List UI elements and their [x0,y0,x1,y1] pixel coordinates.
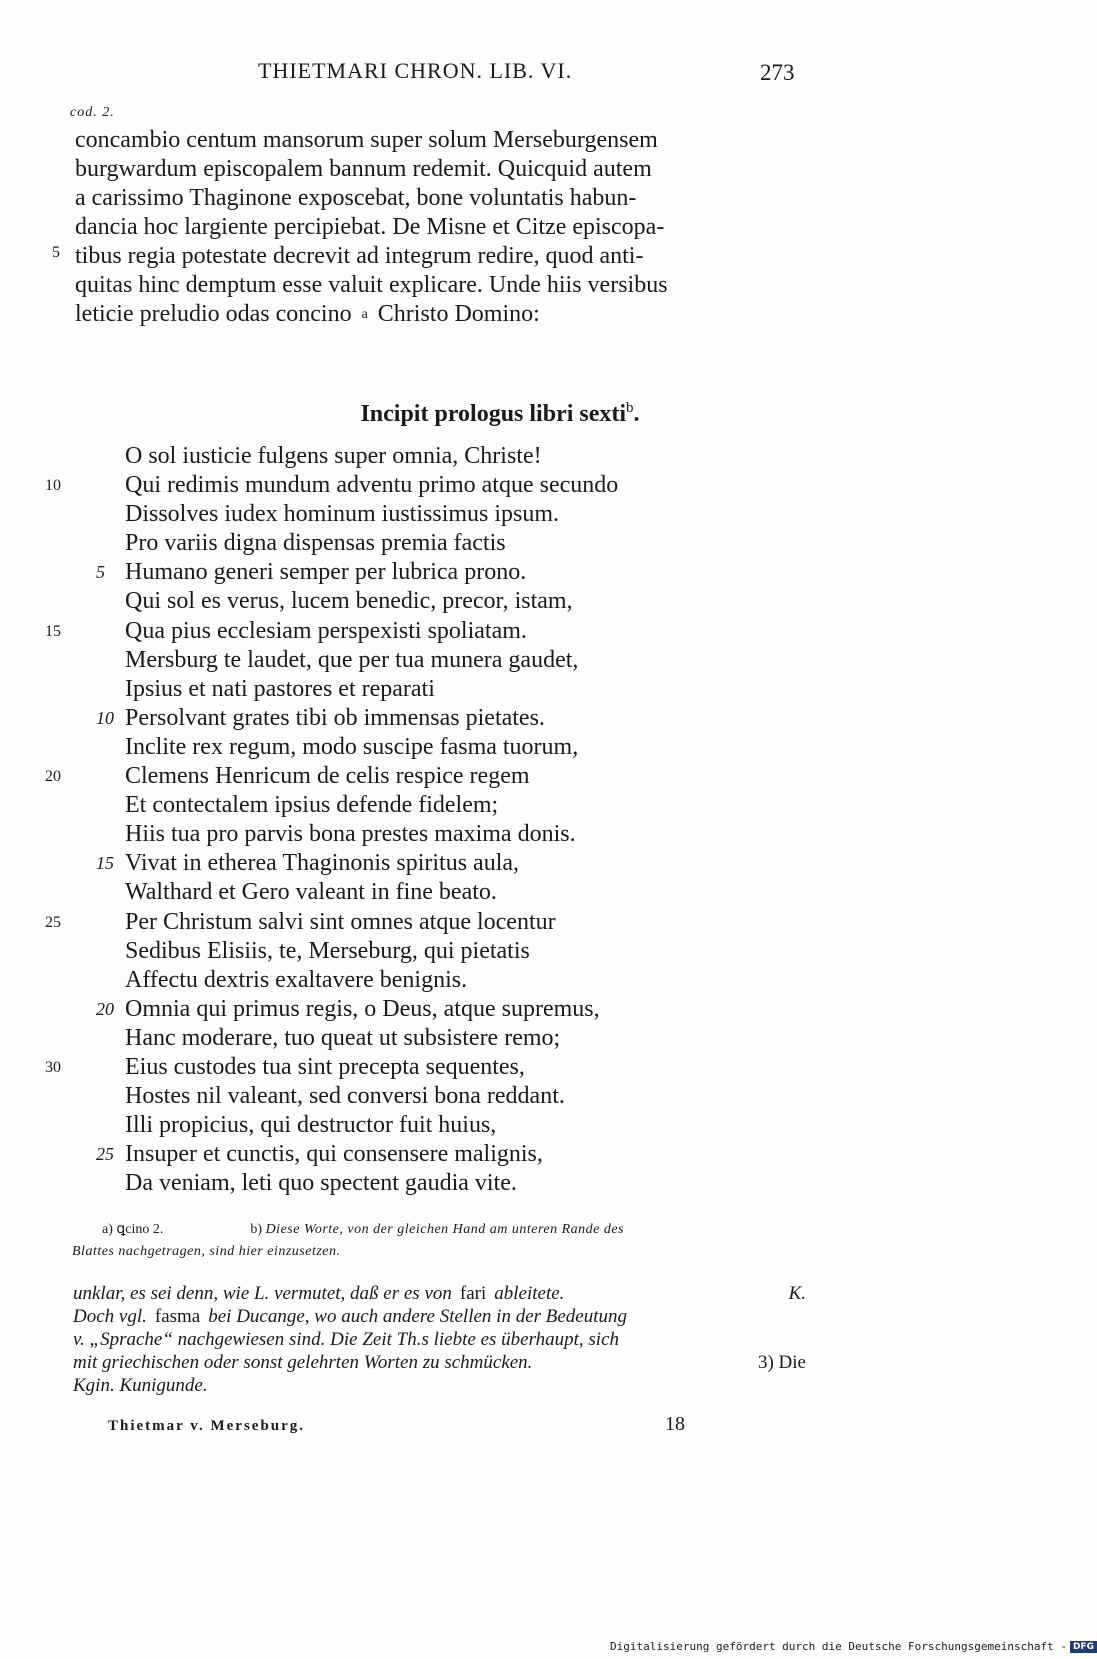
verse-text: Hanc moderare, tuo queat ut subsistere remo; [125,1024,561,1051]
prose-line: concambio centum mansorum super solum Merseburgensem [75,127,658,153]
footnote-b-continuation: Blattes nachgetragen, sind hier einzusetzen. [72,1244,341,1259]
verse-line [0,1082,1000,1111]
verse-line [0,1169,1000,1198]
verse-text: Eius custodes tua sint precepta sequentes, [125,1053,525,1080]
verse-line [0,908,1000,937]
verse-block [0,442,1000,1198]
verse-number: 20 [96,998,114,1019]
verse-text: Vivat in etherea Thaginonis spiritus aula, [125,850,520,877]
verse-line [0,1053,1000,1082]
margin-line-number: 25 [45,913,61,931]
verse-text: Persolvant grates tibi ob immensas pietates. [125,704,545,731]
dfg-credit [610,1640,1097,1653]
prologue-heading: Incipit prologus libri sexti$^b$. [360,400,640,427]
codex-reference: cod. 2. [70,105,115,120]
verse-line [0,1140,1000,1169]
footnote-a-text: ꝗcino 2. [116,1222,164,1237]
footnotes-commentary [73,1282,806,1397]
verse-number: 5 [96,562,105,583]
commentary-line: Doch vgl. fasma bei Ducange, wo auch andere Stellen in der Bedeutung [73,1306,628,1327]
footnote-marker-a: a [361,307,368,322]
verse-line [0,937,1000,966]
verse-number: 25 [96,1144,114,1165]
verse-line [0,529,1000,558]
verse-line [0,646,1000,675]
signature-mark: Thietmar v. Merseburg. [108,1418,306,1434]
verse-line [0,878,1000,907]
prose-line: dancia hoc largiente percipiebat. De Misne et Citze episcopa- [75,214,665,240]
verse-line [0,558,1000,587]
verse-line [0,966,1000,995]
margin-line-number: 5 [52,244,60,261]
footnote-marker-b: b [626,400,634,416]
margin-line-number: 10 [45,477,61,495]
prose-line: tibus regia potestate decrevit ad integrum redire, quod anti- [75,243,644,269]
prose-last-part2: Christo Domino: [377,301,540,327]
verse-text: Affectu dextris exaltavere benignis. [125,966,468,993]
verse-line [0,849,1000,878]
verse-number: 10 [96,707,114,728]
verse-line [0,995,1000,1024]
verse-line [0,791,1000,820]
prose-line [75,300,810,329]
commentary-line: unklar, es sei denn, wie L. vermutet, daß er es von fari ableitete. K. [73,1283,806,1304]
verse-text: Hiis tua pro parvis bona prestes maxima donis. [125,821,576,848]
footnote-b-text: Diese Worte, von der gleichen Hand am unteren Rande des [265,1222,625,1237]
verse-text: Inclite rex regum, modo suscipe fasma tuorum, [125,733,579,760]
verse-line [0,762,1000,791]
footnotes-apparatus [72,1219,625,1263]
commentary-line: mit griechischen oder sonst gelehrten Worten zu schmücken. 3) Die [73,1352,806,1373]
footnote-b-label: b) [250,1222,263,1237]
verse-text: O sol iusticie fulgens super omnia, Christe! [125,443,542,469]
verse-text: Clemens Henricum de celis respice regem [125,763,530,790]
verse-text: Per Christum salvi sint omnes atque locentur [125,908,556,935]
sheet-number: 18 [665,1413,685,1435]
verse-text: Dissolves iudex hominum iustissimus ipsum. [125,501,560,528]
verse-text: Illi propicius, qui destructor fuit huius, [125,1112,497,1139]
verse-text: Omnia qui primus regis, o Deus, atque supremus, [125,995,600,1022]
verse-text: Hostes nil valeant, sed conversi bona reddant. [125,1083,565,1110]
verse-text: Et contectalem ipsius defende fidelem; [125,792,499,819]
margin-line-number: 15 [45,622,61,640]
verse-line [0,442,1000,471]
verse-line [0,1024,1000,1053]
footnote-a-label: a) [102,1222,113,1237]
margin-line-number: 20 [45,768,61,786]
verse-number: 15 [96,853,114,874]
verse-line [0,733,1000,762]
verse-text: Walthard et Gero valeant in fine beato. [125,879,497,906]
verse-line [0,617,1000,646]
prose-line: a carissimo Thaginone exposcebat, bone voluntatis habun- [75,185,637,211]
verse-line [0,587,1000,616]
prose-last-part1: leticie preludio odas concino [75,301,352,327]
margin-line-number: 30 [45,1058,61,1076]
verse-line [0,704,1000,733]
commentary-line: v. „Sprache“ nachgewiesen sind. Die Zeit Th.s liebte es überhaupt, sich [73,1329,620,1350]
verse-line [0,1111,1000,1140]
prose-paragraph [75,126,810,329]
commentary-line: Kgin. Kunigunde. [73,1375,208,1396]
verse-line [0,820,1000,849]
verse-line [0,471,1000,500]
verse-line [0,500,1000,529]
verse-text: Qui sol es verus, lucem benedic, precor, istam, [125,588,573,615]
verse-text: Humano generi semper per lubrica prono. [125,559,527,586]
verse-text: Qua pius ecclesiam perspexisti spoliatam. [125,617,527,644]
verse-text: Mersburg te laudet, que per tua munera gaudet, [125,646,579,673]
page-number: 273 [760,60,795,85]
verse-text: Ipsius et nati pastores et reparati [125,675,435,702]
dfg-credit-text: Digitalisierung gefördert durch die Deutsche Forschungsgemeinschaft - [610,1640,1067,1653]
verse-text: Insuper et cunctis, qui consensere malignis, [125,1141,543,1168]
verse-text: Sedibus Elisiis, te, Merseburg, qui pietatis [125,937,530,964]
running-title: THIETMARI CHRON. LIB. VI. [258,58,573,83]
prose-line: quitas hinc demptum esse valuit explicare. Unde hiis versibus [75,272,668,298]
verse-line [0,675,1000,704]
verse-text: Pro variis digna dispensas premia factis [125,530,506,557]
dfg-logo-icon: DFG [1070,1641,1097,1653]
verse-text: Qui redimis mundum adventu primo atque secundo [125,472,619,499]
prose-line: burgwardum episcopalem bannum redemit. Quicquid autem [75,156,652,182]
verse-text: Da veniam, leti quo spectent gaudia vite. [125,1170,517,1197]
